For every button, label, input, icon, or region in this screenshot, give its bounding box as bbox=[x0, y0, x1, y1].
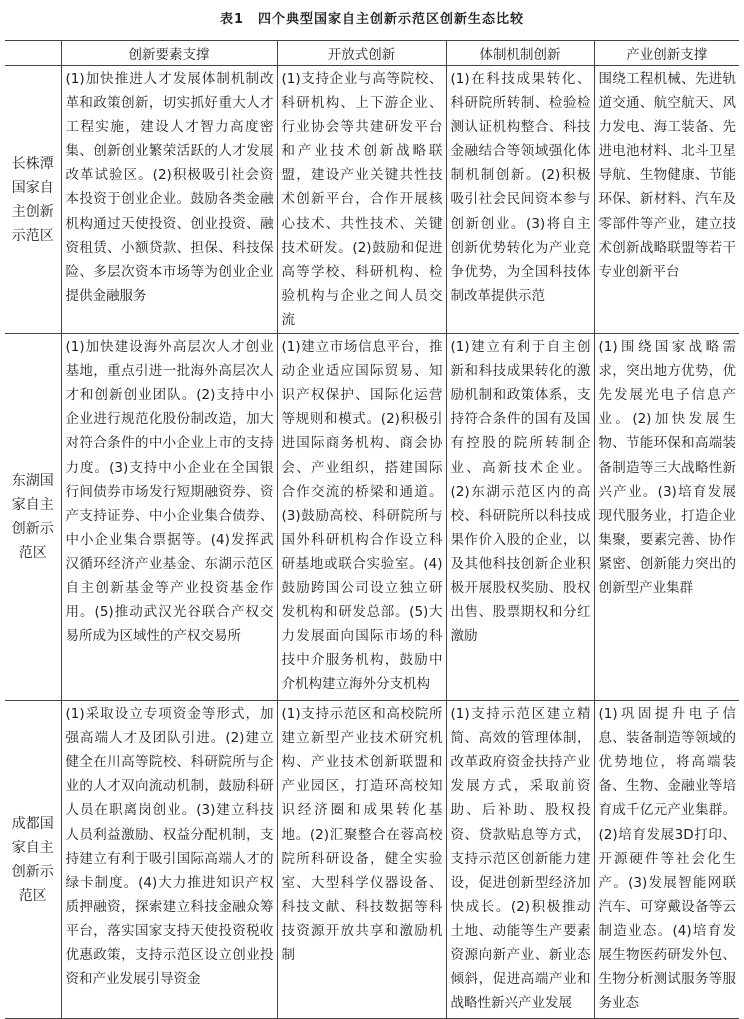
table-cell: (1)采取设立专项资金等形式，加强高端人才及团队引进。(2)建立健全在川高等院校、科研院所与企业的人才双向流动机制，鼓励科研人员在职离岗创业。(3)建立科技人员利益激励、权益分配机制，支持建立有利于吸引国际高端人才的绿卡制度。(4)大力推进知识产权质押融资，探索建立科技金融众筹平台，落实国家支持天使投资税收优惠政策，支持示范区设立创业投资和产业发展引导资金 bbox=[61, 701, 277, 1019]
table-cell: (1)支持企业与高等院校、科研机构、上下游企业、行业协会等共建研发平台和产业技术创新战略联盟，建设产业关键共性技术创新平台，合作开展核心技术、共性技术、关键技术研发。(2)鼓励和促进高等学校、科研机构、检验机构与企业之间人员交流 bbox=[277, 66, 446, 334]
table-caption: 表1 四个典型国家自主创新示范区创新生态比较 bbox=[219, 12, 525, 27]
table-row bbox=[5, 66, 739, 334]
table-cell: (1)支持示范区建立精简、高效的管理体制，改革政府资金扶持产业发展方式，采取前资助、后补助、股权投资、贷款贴息等方式，支持示范区创新能力建设，促进创新型经济加快成长。(2)积极推动土地、动能等生产要素资源向新产业、新业态倾斜，促进高端产业和战略性新兴产业发展 bbox=[446, 701, 594, 1019]
header-open-innovation: 开放式创新 bbox=[277, 41, 446, 66]
region-cell: 成都国家自主创新示范区 bbox=[5, 701, 61, 1019]
table-cell: 围绕工程机械、先进轨道交通、航空航天、风力发电、海工装备、先进电池材料、北斗卫星导航、生物健康、节能环保、新材料、汽车及零部件等产业，建立技术创新战略联盟等若干专业创新平台 bbox=[594, 66, 739, 334]
comparison-table bbox=[5, 40, 739, 1019]
table-row bbox=[5, 701, 739, 1019]
table-cell: (1)加快推进人才发展体制机制改革和政策创新，切实抓好重大人才工程实施，建设人才智力高度密集、创新创业繁荣活跃的人才发展改革试验区。(2)积极吸引社会资本投资于创业企业。鼓励各类金融机构通过天使投资、创业投资、融资租赁、小额贷款、担保、科技保险、多层次资本市场等为创业企业提供金融服务 bbox=[61, 66, 277, 334]
table-cell: (1)建立有利于自主创新和科技成果转化的激励机制和政策体系，支持符合条件的国有及国有控股的院所转制企业、高新技术企业。(2)东湖示范区内的高校、科研院所以科技成果作价入股的企业，以及其他科技创新企业积极开展股权奖励、股权出售、股票期权和分红激励 bbox=[446, 334, 594, 701]
header-institutional-innovation: 体制机制创新 bbox=[446, 41, 594, 66]
table-cell: (1)围绕国家战略需求，突出地方优势，优先发展光电子信息产业。(2)加快发展生物、节能环保和高端装备制造等三大战略性新兴产业。(3)培育发展现代服务业，打造企业集聚，要素完善、协作紧密、创新能力突出的创新型产业集群 bbox=[594, 334, 739, 701]
region-cell: 东湖国家自主创新示范区 bbox=[5, 334, 61, 701]
table-cell: (1)建立市场信息平台，推动企业适应国际贸易、知识产权保护、国际化运营等规则和模式。(2)积极引进国际商务机构、商会协会、产业组织，搭建国际合作交流的桥梁和通道。(3)鼓励高校、科研院所与国外科研机构合作设立科研基地或联合实验室。(4)鼓励跨国公司设立独立研发机构和研发总部。(5)大力发展面向国际市场的科技中介服务机构，鼓励中介机构建立海外分支机构 bbox=[277, 334, 446, 701]
table-row bbox=[5, 334, 739, 701]
header-innovation-factors: 创新要素支撑 bbox=[61, 41, 277, 66]
header-row bbox=[5, 41, 739, 66]
header-industrial-innovation: 产业创新支撑 bbox=[594, 41, 739, 66]
header-corner bbox=[5, 41, 61, 66]
region-cell: 长株潭国家自主创新示范区 bbox=[5, 66, 61, 334]
table-cell: (1)在科技成果转化、科研院所转制、检验检测认证机构整合、科技金融结合等领域强化体制机制创新。(2)积极吸引社会民间资本参与创新创业。(3)将自主创新优势转化为产业竞争优势，为全国科技体制改革提供示范 bbox=[446, 66, 594, 334]
table-cell: (1)加快建设海外高层次人才创业基地，重点引进一批海外高层次人才和创新创业团队。(2)支持中小企业进行规范化股份制改造，加大对符合条件的中小企业上市的支持力度。(3)支持中小企业在全国银行间债券市场发行短期融资券、资产支持证券、中小企业集合债券、中小企业集合票据等。(4)发挥武汉循环经济产业基金、东湖示范区自主创新基金等产业投资基金作用。(5)推动武汉光谷联合产权交易所成为区域性的产权交易所 bbox=[61, 334, 277, 701]
table-cell: (1)支持示范区和高校院所建立新型产业技术研究机构、产业技术创新联盟和产业园区，打造环高校知识经济圈和成果转化基地。(2)汇聚整合在蓉高校院所科研设备，健全实验室、大型科学仪器设备、科技文献、科技数据等科技资源开放共享和激励机制 bbox=[277, 701, 446, 1019]
table-cell: (1)巩固提升电子信息、装备制造等领域的优势地位，将高端装备、生物、金融业等培育成千亿元产业集群。(2)培育发展3D打印、开源硬件等社会化生产。(3)发展智能网联汽车、可穿戴设备等云制造业态。(4)培育发展生物医药研发外包、生物分析测试服务等服务业态 bbox=[594, 701, 739, 1019]
